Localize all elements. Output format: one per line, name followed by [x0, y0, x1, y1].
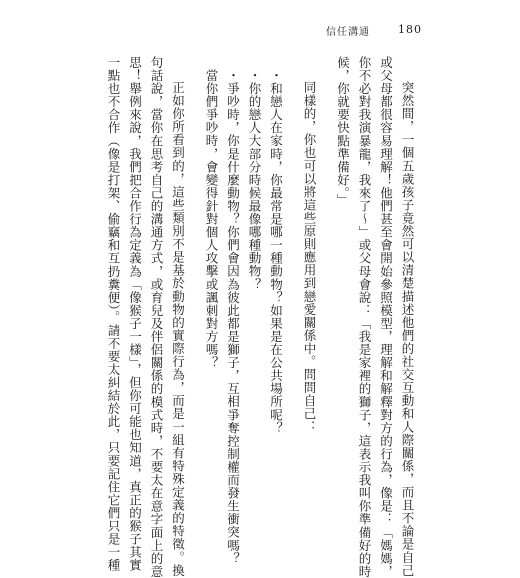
bullet-item: ・爭吵時，你是什麼動物？你們會因為彼此都是獅子，互相爭奪控制權而發生衝突嗎？: [225, 68, 241, 565]
bullet-item: ・和戀人在家時，你最常是哪一種動物？如果是在公共場所呢？: [268, 68, 284, 434]
paragraph-gap: [287, 56, 299, 486]
running-header-title: 信任溝通: [326, 27, 370, 38]
text-line: 正如你所看到的，這些類別不是基於動物的實際行為，而是一組有特殊定義的特徵。換: [170, 81, 186, 577]
text-line: 句話說，當你在思考自己的溝通方式，或育兒及伴侶關係的模式時，不要太在意字面上的意: [149, 56, 164, 578]
text-line: 突然間，一個五歲孩子竟然可以清楚描述他們的社交互動和人際關係，而且不論是自己: [400, 81, 415, 577]
body-text: [103, 56, 419, 578]
text-line: 當你們爭吵時，會變得針對個人攻擊或諷刺對方嗎？: [204, 68, 219, 369]
text-line: 同樣的，你也可以將這些原則應用到戀愛關係中。問問自己：: [302, 81, 317, 434]
text-line: 一點也不合作（像是打架、偷竊和互扔糞便）。請不要太糾結於此，只要記住它們只是一種: [106, 56, 121, 572]
paragraph-gap: [189, 56, 201, 486]
paragraph-gap: [320, 56, 332, 486]
text-line: 候，你就要快點準備好。」: [335, 56, 351, 207]
text-line: 思！舉例來說，我們把合作行為定義為「像猴子一樣」，但你可能也知道，真正的猴子其實: [127, 56, 143, 572]
page-number: 180: [398, 23, 422, 36]
text-line: 你不必對我演暴龍，我來了～」或父母會說：「我是家裡的獅子，這表示我叫你準備好的時: [357, 56, 372, 578]
bullet-item: ・你的戀人大部分時候最像哪種動物？: [247, 68, 262, 291]
text-line: 或父母都很容易理解！他們甚至會開始參照模型，理解和解釋對方的行為，像是：「媽媽，: [378, 56, 394, 578]
